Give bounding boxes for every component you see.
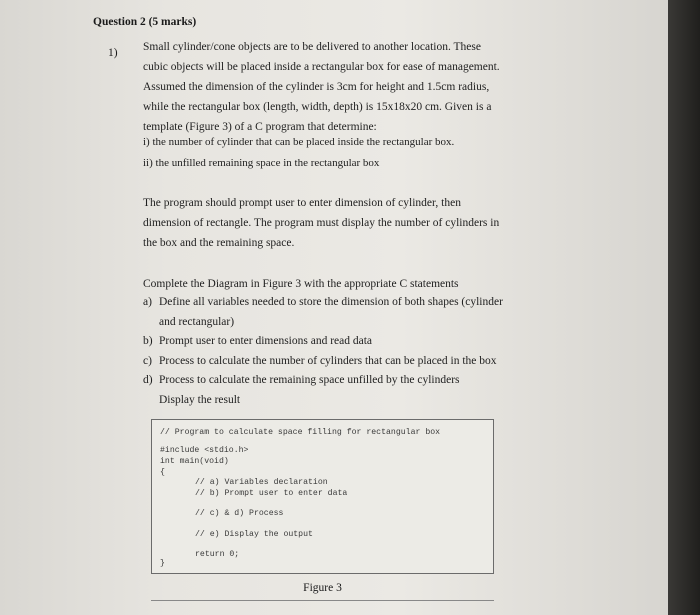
code-comment: // Program to calculate space filling for rectangular box bbox=[160, 428, 441, 437]
task-item bbox=[143, 332, 513, 352]
display-result-line: Display the result bbox=[159, 393, 241, 406]
caption-divider bbox=[151, 600, 494, 601]
complete-instruction: Complete the Diagram in Figure 3 with the appropriate C statements bbox=[143, 278, 459, 290]
intro-paragraph: Small cylinder/cone objects are to be delivered to another location. These cubic objects will be placed inside a rectangular box for ease of management. Assumed the dimension of the cylinder is 3cm for height and 1.5cm radius, while the rectangular box (length, width, depth) is 15x18x20 cm. Given is a template (Figure 3) of a C program that determine: bbox=[143, 41, 500, 133]
task-label: c) bbox=[143, 354, 152, 367]
task-text: Process to calculate the remaining space unfilled by the cylinders bbox=[159, 374, 460, 386]
task-label: d) bbox=[143, 374, 153, 386]
code-return: return 0; bbox=[195, 550, 240, 559]
task-item bbox=[143, 352, 513, 372]
question-title: Question 2 (5 marks) bbox=[93, 16, 197, 28]
sub-item-i: i) the number of cylinder that can be placed inside the rectangular box. bbox=[143, 136, 455, 148]
code-comment-b: // b) Prompt user to enter data bbox=[195, 489, 348, 498]
task-text: Prompt user to enter dimensions and read data bbox=[159, 335, 373, 347]
code-template-box bbox=[151, 419, 494, 574]
code-include: #include <stdio.h> bbox=[160, 446, 249, 455]
task-text: Process to calculate the number of cylinders that can be placed in the box bbox=[159, 354, 497, 367]
program-paragraph: The program should prompt user to enter dimension of cylinder, then dimension of rectangle. The program must display the number of cylinders in the box and the remaining space. bbox=[143, 197, 500, 249]
task-item bbox=[143, 293, 513, 332]
task-item bbox=[143, 371, 513, 391]
task-label: a) bbox=[143, 296, 152, 308]
background-edge bbox=[668, 0, 700, 615]
code-comment-e: // e) Display the output bbox=[195, 530, 313, 539]
code-comment-a: // a) Variables declaration bbox=[195, 478, 328, 487]
task-label: b) bbox=[143, 335, 153, 347]
code-close-brace: } bbox=[160, 559, 165, 568]
code-main: int main(void) bbox=[160, 457, 229, 466]
code-open-brace: { bbox=[160, 468, 165, 477]
figure-caption: Figure 3 bbox=[303, 582, 342, 594]
sub-item-ii: ii) the unfilled remaining space in the rectangular box bbox=[143, 157, 380, 169]
item-number: 1) bbox=[108, 47, 118, 59]
task-text: Define all variables needed to store the dimension of both shapes (cylinder and rectangular) bbox=[159, 296, 503, 328]
code-comment-cd: // c) & d) Process bbox=[195, 509, 284, 518]
task-list bbox=[143, 293, 513, 410]
